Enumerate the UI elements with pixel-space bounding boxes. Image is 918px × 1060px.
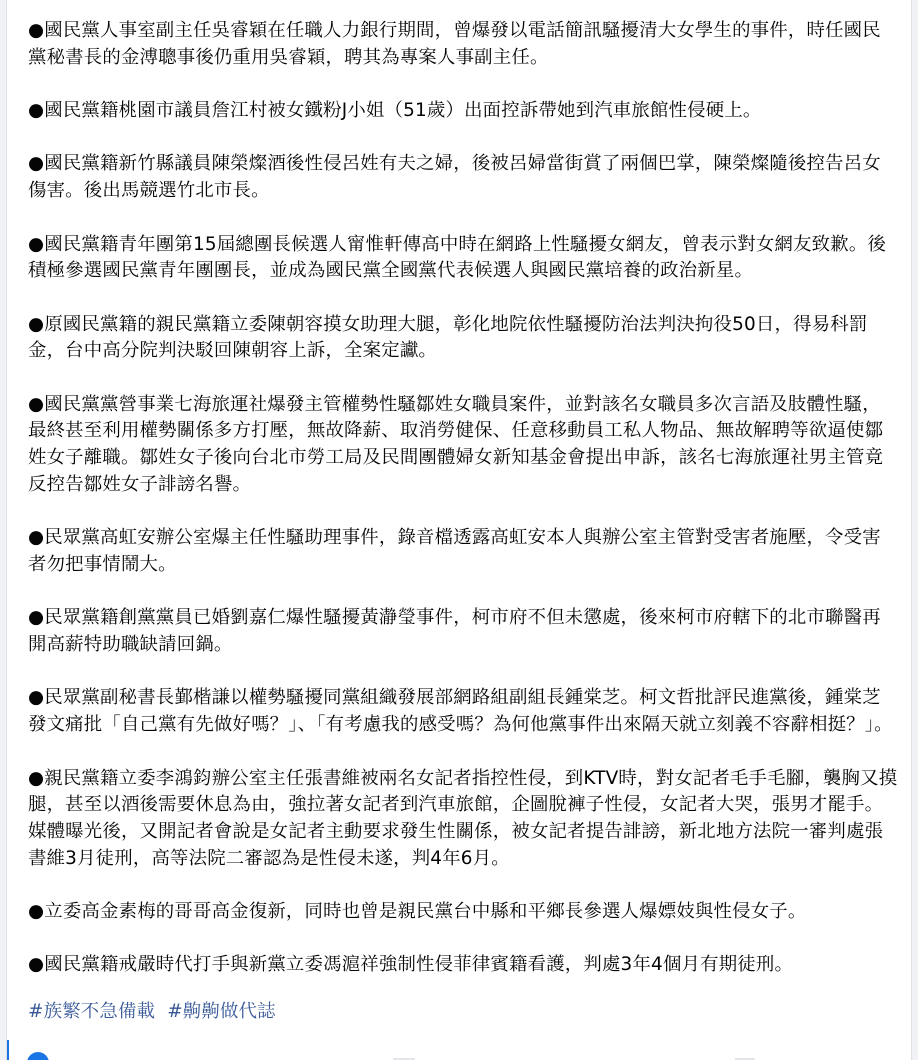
hashtag-row bbox=[28, 999, 898, 1025]
post-paragraph: ●民眾黨副秘書長鄞楷謙以權勢騷擾同黨組織發展部網路組副組長鍾棠芝。柯文哲批評民進黨後，鍾棠芝發文痛批「自己黨有先做好嗎？」、「有考慮我的感受嗎？為何他黨事件出來隔天就立刻義不容辭相挺？」。 bbox=[28, 687, 893, 736]
post-paragraph: ●原國民黨籍的親民黨籍立委陳朝容摸女助理大腿，彰化地院依性騷擾防治法判決拘役50日，得易科罰金，台中高分院判決駁回陳朝容上訴，全案定讞。 bbox=[28, 313, 868, 362]
post-paragraph: ●國民黨人事室副主任吳睿穎在任職人力銀行期間，曾爆發以電話簡訊騷擾清大女學生的事件，時任國民黨秘書長的金溥聰事後仍重用吳睿穎，聘其為專案人事副主任。 bbox=[28, 20, 881, 68]
post-paragraph: ●立委高金素梅的哥哥高金復新，同時也曾是親民黨台中縣和平鄉長參選人爆嫖妓與性侵女子。 bbox=[28, 901, 807, 923]
post-paragraph: ●親民黨籍立委李鴻鈞辦公室主任張書維被兩名女記者指控性侵，到KTV時，對女記者毛手毛腳，襲胸又摸腿，甚至以酒後需要休息為由，強拉著女記者到汽車旅館，企圖脫褲子性侵，女記者大哭，張男才罷手。媒體曝光後，又開記者會說是女記者主動要求發生性關係，被女記者提告誹謗，新北地方法院一審判處張書維3月徒刑，高等法院二審認為是性侵未遂，判4年6月。 bbox=[28, 767, 898, 869]
post-body bbox=[7, 0, 898, 1025]
post-paragraph: ●國民黨籍新竹縣議員陳榮燦酒後性侵呂姓有夫之婦，後被呂婦當街賞了兩個巴掌，陳榮燦隨後控告呂女傷害。後出馬競選竹北市長。 bbox=[28, 153, 881, 202]
avatar[interactable] bbox=[27, 1052, 49, 1060]
post-paragraph: ●國民黨黨營事業七海旅運社爆發主管權勢性騷鄒姓女職員案件，並對該名女職員多次言語及肢體性騷，最終甚至利用權勢關係多方打壓，無故降薪、取消勞健保、任意移動員工私人物品、無故解聘等欲逼使鄒姓女子離職。鄒姓女子後向台北市勞工局及民間團體婦女新知基金會提出申訴，該名七海旅運社男主管竟反控告鄒姓女子誹謗名譽。 bbox=[28, 393, 884, 495]
hashtag-link[interactable]: #齁齁做代誌 bbox=[167, 1000, 276, 1022]
post-card bbox=[6, 0, 912, 1060]
post-paragraph: ●國民黨籍桃園市議員詹江村被女鐵粉J小姐（51歲）出面控訴帶她到汽車旅館性侵硬上。 bbox=[28, 100, 762, 122]
post-paragraph: ●國民黨籍戒嚴時代打手與新黨立委馮滬祥強制性侵菲律賓籍看護，判處3年4個月有期徒刑。 bbox=[28, 954, 794, 976]
post-paragraph: ●國民黨籍青年團第15屆總團長候選人甯惟軒傳高中時在網路上性騷擾女網友，曾表示對女網友致歉。後積極參選國民黨青年團團長，並成為國民黨全國黨代表候選人與國民黨培養的政治新星。 bbox=[28, 233, 887, 282]
next-item-peek bbox=[7, 1050, 911, 1060]
post-paragraph: ●民眾黨高虹安辦公室爆主任性騷助理事件，錄音檔透露高虹安本人與辦公室主管對受害者施壓，令受害者勿把事情鬧大。 bbox=[28, 527, 881, 575]
thread-line bbox=[7, 1040, 9, 1060]
post-paragraph: ●民眾黨籍創黨黨員已婚劉嘉仁爆性騷擾黃瀞瑩事件，柯市府不但未懲處，後來柯市府轄下的北市聯醫再開高薪特助職缺請回鍋。 bbox=[28, 607, 881, 656]
hashtag-link[interactable]: #族繁不急備載 bbox=[28, 1000, 156, 1022]
